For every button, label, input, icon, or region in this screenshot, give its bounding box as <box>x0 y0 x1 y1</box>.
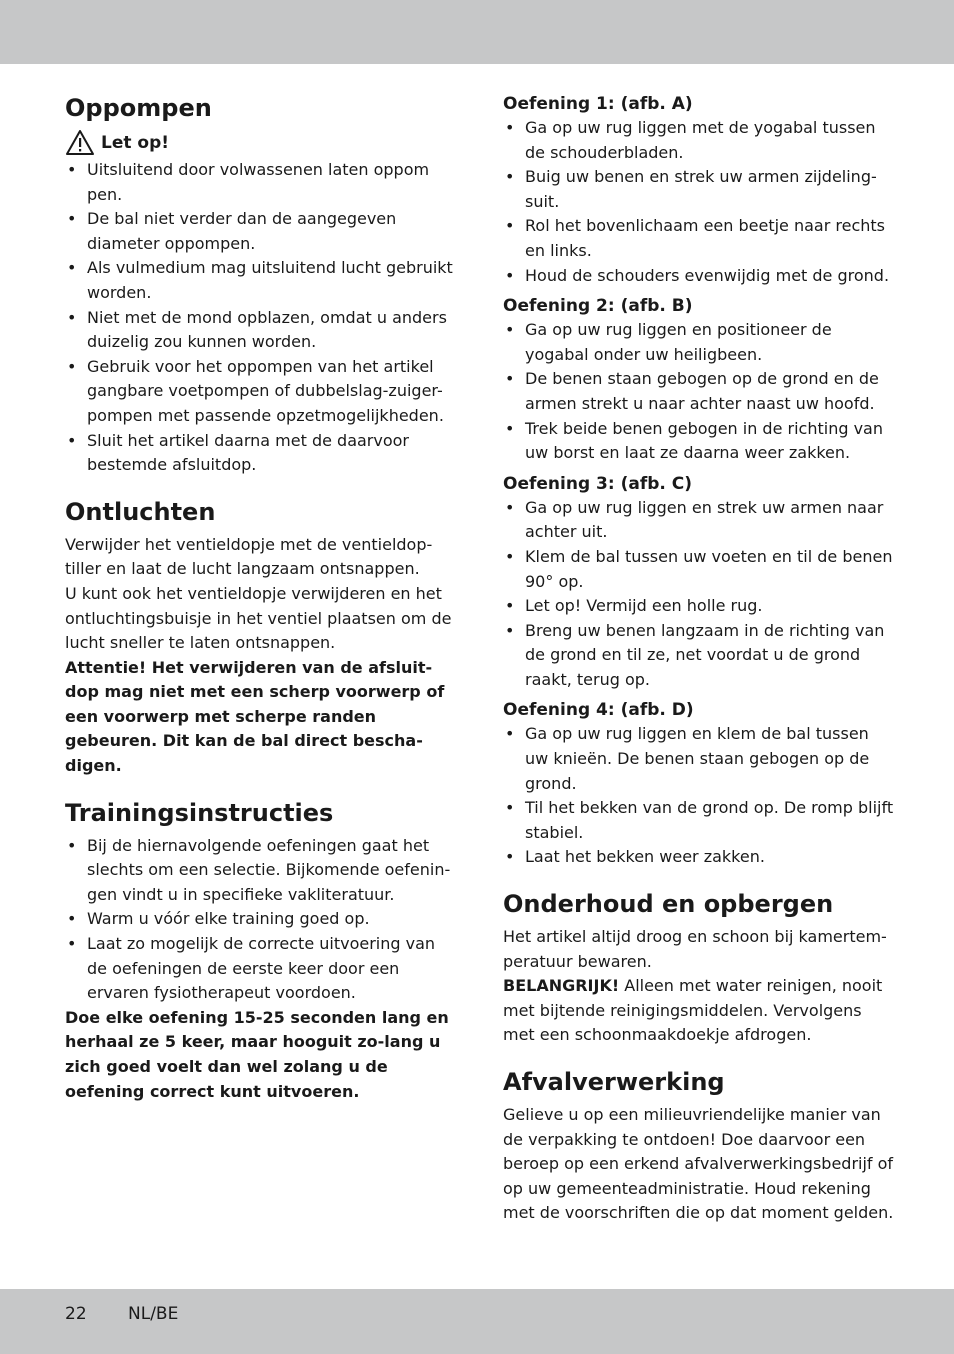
list-item: • Klem de bal tussen uw voeten en til de benen 90° op. <box>503 545 895 594</box>
list-item: • Laat het bekken weer zakken. <box>503 845 895 870</box>
heading-oefening-2: Oefening 2: (afb. B) <box>503 296 693 317</box>
left-column <box>65 92 455 1104</box>
onderhoud-paragraph-2 <box>503 974 895 1048</box>
list-item: • Uitsluitend door volwassenen laten oppom pen. <box>65 158 455 207</box>
header-bar <box>0 0 954 64</box>
afval-paragraph: Gelieve u op een milieuvriendelijke manier van de verpakking te ontdoen! Doe daarvoor een beroep op een erkend afvalverwerkingsbedrijf of op uw gemeenteadministratie. Houd rekening met de voorschriften die op dat moment gelden. <box>503 1105 894 1223</box>
onderhoud-text: Alleen met water reinigen, nooit met bijtende reinigingsmiddelen. Vervolgens met een schoonmaakdoekje afdrogen. <box>503 976 883 1045</box>
oefening-4-list <box>503 722 895 870</box>
list-item: • Til het bekken van de grond op. De romp blijft stabiel. <box>503 796 895 845</box>
list-item: • Trek beide benen gebogen in de richting van uw borst en laat ze daarna weer zakken. <box>503 417 895 466</box>
list-item: • Sluit het artikel daarna met de daarvoor bestemde afsluitdop. <box>65 429 455 478</box>
list-item: • Ga op uw rug liggen en strek uw armen naar achter uit. <box>503 496 895 545</box>
oefening-2-list <box>503 318 895 466</box>
ontluchten-paragraph-2: U kunt ook het ventieldopje verwijderen en het ontluchtingsbuisje in het ventiel plaatsen om de lucht sneller te laten ontsnappen. <box>65 583 452 653</box>
list-item: • Laat zo mogelijk de correcte uitvoering van de oefeningen de eerste keer door een ervaren fysiotherapeut voordoen. <box>65 932 455 1006</box>
language-code: NL/BE <box>128 1304 179 1324</box>
warning-notice <box>65 129 455 156</box>
list-item: • Als vulmedium mag uitsluitend lucht gebruikt worden. <box>65 256 455 305</box>
important-label: BELANGRIJK! <box>503 976 620 996</box>
list-item: • De benen staan gebogen op de grond en de armen strekt u naar achter naast uw hoofd. <box>503 367 895 416</box>
list-item: • De bal niet verder dan de aangegeven diameter oppompen. <box>65 207 455 256</box>
training-list <box>65 834 455 1006</box>
onderhoud-paragraph-1: Het artikel altijd droog en schoon bij kamertem-peratuur bewaren. <box>503 927 887 971</box>
heading-oppompen: Oppompen <box>65 94 212 122</box>
list-item: • Let op! Vermijd een holle rug. <box>503 594 895 619</box>
heading-oefening-1: Oefening 1: (afb. A) <box>503 94 693 114</box>
ontluchten-attention: Attentie! Het verwijderen van de afsluit-dop mag niet met een scherp voorwerp of een voorwerp met scherpe randen gebeuren. Dit kan de bal direct bescha-digen. <box>65 657 445 776</box>
oppompen-list <box>65 158 455 478</box>
warning-label: Let op! <box>101 132 170 153</box>
list-item: • Breng uw benen langzaam in de richting van de grond en til ze, net voordat u de grond raakt, terug op. <box>503 619 895 693</box>
list-item: • Ga op uw rug liggen en positioneer de yogabal onder uw heiligbeen. <box>503 318 895 367</box>
list-item: • Buig uw benen en strek uw armen zijdeling-suit. <box>503 165 895 214</box>
heading-ontluchten: Ontluchten <box>65 497 216 526</box>
page-number: 22 <box>65 1304 87 1324</box>
oefening-3-list <box>503 496 895 693</box>
heading-afvalverwerking: Afvalverwerking <box>503 1068 725 1096</box>
heading-oefening-4: Oefening 4: (afb. D) <box>503 700 694 721</box>
list-item: • Rol het bovenlichaam een beetje naar rechts en links. <box>503 214 895 263</box>
heading-trainingsinstructies: Trainingsinstructies <box>65 798 334 827</box>
list-item: • Gebruik voor het oppompen van het artikel gangbare voetpompen of dubbelslag-zuiger-pompen met passende opzetmogelijkheden. <box>65 355 455 429</box>
list-item: • Ga op uw rug liggen en klem de bal tussen uw knieën. De benen staan gebogen op de grond. <box>503 722 895 796</box>
list-item: • Ga op uw rug liggen met de yogabal tussen de schouderbladen. <box>503 116 895 165</box>
training-note: Doe elke oefening 15-25 seconden lang en herhaal ze 5 keer, maar hooguit zo-lang u zich goed voelt dan wel zolang u de oefening correct kunt uitvoeren. <box>65 1007 449 1101</box>
list-item: • Bij de hiernavolgende oefeningen gaat het slechts om een selectie. Bijkomende oefenin-gen vindt u in specifieke vakliteratuur. <box>65 834 455 908</box>
list-item: • Niet met de mond opblazen, omdat u anders duizelig zou kunnen worden. <box>65 306 455 355</box>
right-column <box>503 92 895 1226</box>
ontluchten-paragraph-1: Verwijder het ventieldopje met de ventieldop-tiller en laat de lucht langzaam ontsnappen. <box>65 534 433 579</box>
oefening-1-list <box>503 116 895 288</box>
heading-oefening-3: Oefening 3: (afb. C) <box>503 473 693 494</box>
list-item: • Houd de schouders evenwijdig met de grond. <box>503 264 895 289</box>
heading-onderhoud: Onderhoud en opbergen <box>503 890 834 919</box>
warning-triangle-icon <box>65 129 95 156</box>
list-item: • Warm u vóór elke training goed op. <box>65 907 455 932</box>
